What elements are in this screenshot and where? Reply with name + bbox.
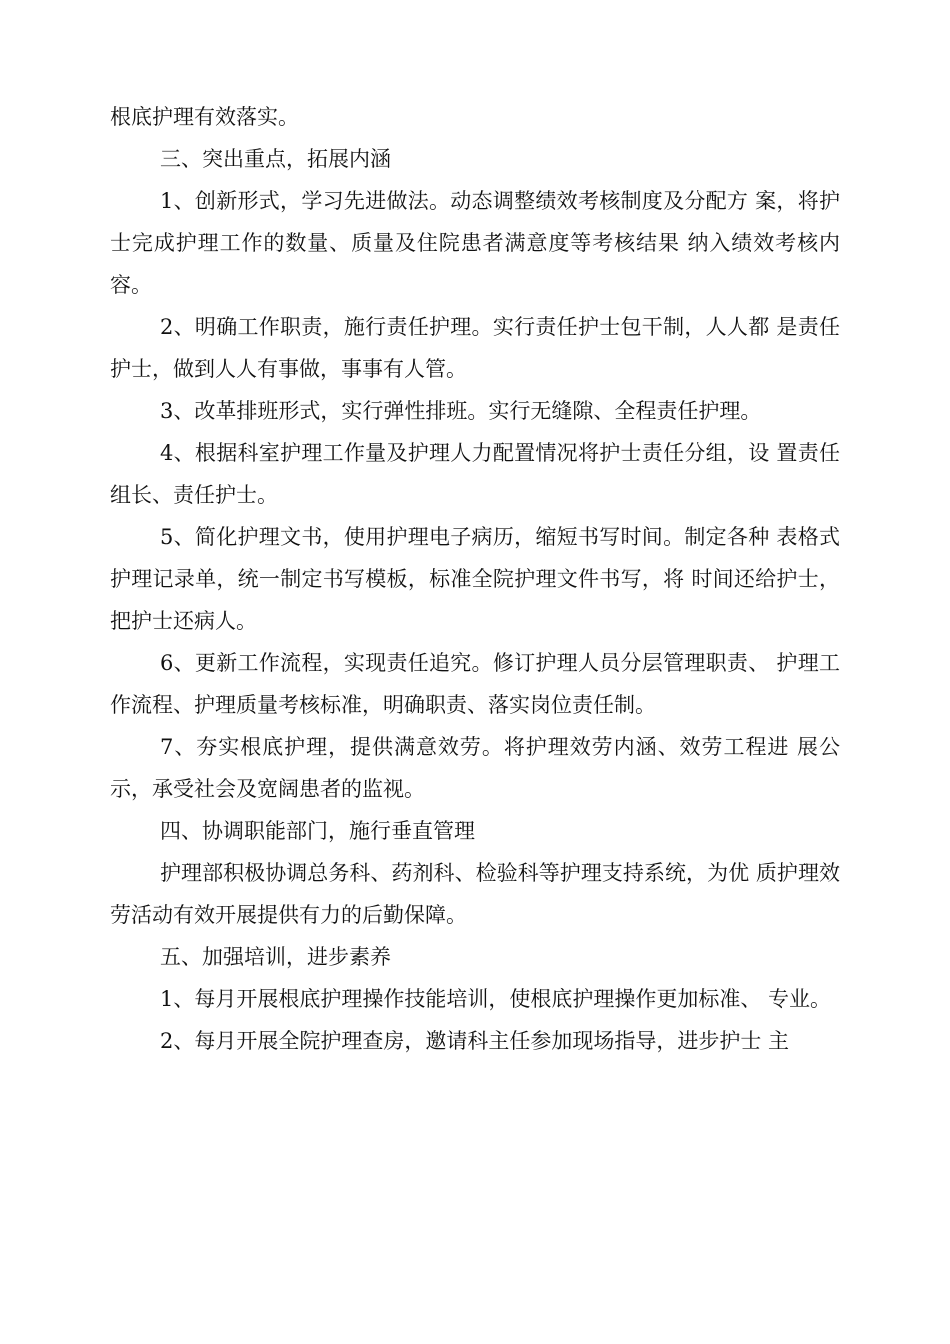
paragraph-item-3-1: 1、创新形式，学习先进做法。动态调整绩效考核制度及分配方 案，将护士完成护理工作的数量、质量及住院患者满意度等考核结果 纳入绩效考核内容。 xyxy=(110,189,840,297)
section-heading-4: 四、协调职能部门，施行垂直管理 xyxy=(160,819,475,843)
document-body xyxy=(110,96,840,1062)
section-heading-5: 五、加强培训，进步素养 xyxy=(160,945,391,969)
paragraph-item-3-5: 5、简化护理文书，使用护理电子病历，缩短书写时间。制定各种 表格式护理记录单，统一制定书写模板，标准全院护理文件书写，将 时间还给护士，把护士还病人。 xyxy=(110,525,840,633)
paragraph-section-4-body: 护理部积极协调总务科、药剂科、检验科等护理支持系统，为优 质护理效劳活动有效开展提供有力的后勤保障。 xyxy=(110,861,840,927)
paragraph-item-5-1: 1、每月开展根底护理操作技能培训，使根底护理操作更加标准、 专业。 xyxy=(160,987,832,1011)
paragraph-item-3-3: 3、改革排班形式，实行弹性排班。实行无缝隙、全程责任护理。 xyxy=(160,399,762,423)
paragraph-continuation: 根底护理有效落实。 xyxy=(110,105,299,129)
section-heading-3: 三、突出重点，拓展内涵 xyxy=(160,147,391,171)
paragraph-item-3-6: 6、更新工作流程，实现责任追究。修订护理人员分层管理职责、 护理工作流程、护理质量考核标准，明确职责、落实岗位责任制。 xyxy=(110,651,840,717)
paragraph-item-3-7: 7、夯实根底护理，提供满意效劳。将护理效劳内涵、效劳工程进 展公示，承受社会及宽阔患者的监视。 xyxy=(110,735,840,801)
paragraph-item-5-2: 2、每月开展全院护理查房，邀请科主任参加现场指导，进步护士 主 xyxy=(160,1029,790,1053)
paragraph-item-3-4: 4、根据科室护理工作量及护理人力配置情况将护士责任分组，设 置责任组长、责任护士。 xyxy=(110,441,840,507)
paragraph-item-3-2: 2、明确工作职责，施行责任护理。实行责任护士包干制，人人都 是责任护士，做到人人有事做，事事有人管。 xyxy=(110,315,840,381)
